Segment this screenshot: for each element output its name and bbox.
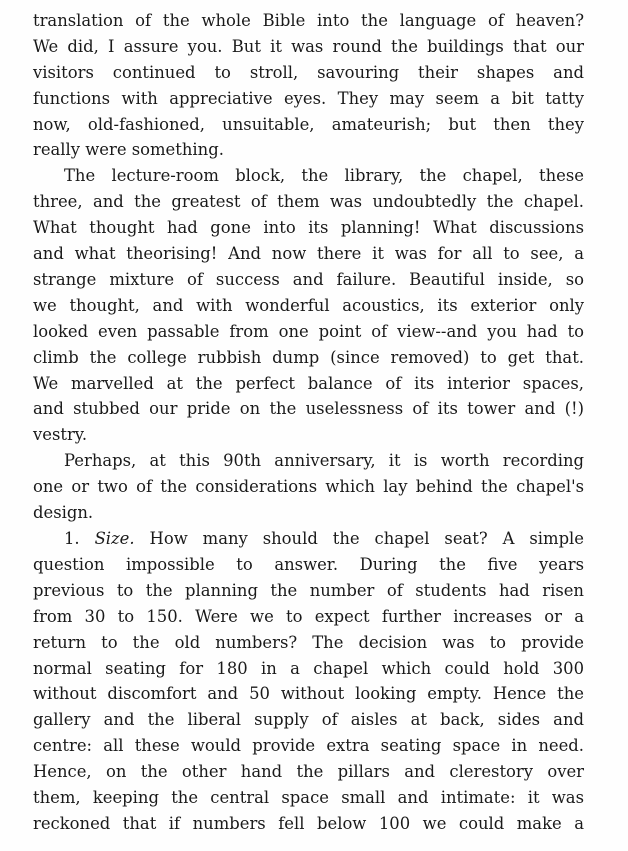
text-line: Perhaps, at this 90th anniversary, it is worth recording [64, 451, 584, 470]
list-number: 1. [64, 529, 95, 548]
text-line: functions with appreciative eyes. They may seem a bit tatty [33, 89, 584, 108]
text-line: strange mixture of success and failure. Beautiful inside, so [33, 270, 584, 289]
text-line: and what theorising! And now there it was for all to see, a [33, 244, 584, 263]
section-heading-size: Size. [94, 529, 135, 548]
text-line: vestry. [33, 425, 88, 444]
text-line: reckoned that if numbers fell below 100 we could make a [33, 814, 584, 833]
text-line: We did, I assure you. But it was round the buildings that our [33, 37, 584, 56]
text-line: gallery and the liberal supply of aisles at back, sides and [33, 710, 584, 729]
text-line: climb the college rubbish dump (since removed) to get that. [33, 348, 584, 367]
text-line: normal seating for 180 in a chapel which could hold 300 [33, 659, 584, 678]
text-line: What thought had gone into its planning! What discussions [33, 218, 584, 237]
text-line: from 30 to 150. Were we to expect further increases or a [33, 607, 584, 626]
text-line: three, and the greatest of them was undoubtedly the chapel. [33, 192, 584, 211]
text-line: them, keeping the central space small and intimate: it was [33, 788, 584, 807]
text-line: previous to the planning the number of students had risen [33, 581, 584, 600]
text-line: Hence, on the other hand the pillars and clerestory over [33, 762, 584, 781]
text-line: without discomfort and 50 without looking empty. Hence the [33, 684, 584, 703]
text-line: we thought, and with wonderful acoustics, its exterior only [33, 296, 584, 315]
text-line: one or two of the considerations which lay behind the chapel's [33, 477, 584, 496]
text-line: and stubbed our pride on the uselessness of its tower and (!) [33, 399, 584, 418]
text-line: visitors continued to stroll, savouring their shapes and [33, 63, 584, 82]
text-line: now, old-fashioned, unsuitable, amateurish; but then they [33, 115, 584, 134]
text-line: The lecture-room block, the library, the chapel, these [64, 166, 584, 185]
text-line: design. [33, 503, 94, 522]
text-line: centre: all these would provide extra seating space in need. [33, 736, 584, 755]
text-line: question impossible to answer. During the five years [33, 555, 584, 574]
text-line: return to the old numbers? The decision was to provide [33, 633, 584, 652]
text-line: looked even passable from one point of view--and you had to [33, 322, 584, 341]
text-line: translation of the whole Bible into the language of heaven? [33, 11, 584, 30]
text-line: We marvelled at the perfect balance of its interior spaces, [33, 374, 584, 393]
text-span: How many should the chapel seat? A simple [134, 529, 584, 548]
text-line: really were something. [33, 140, 224, 159]
text-line-numbered-heading [64, 528, 584, 550]
